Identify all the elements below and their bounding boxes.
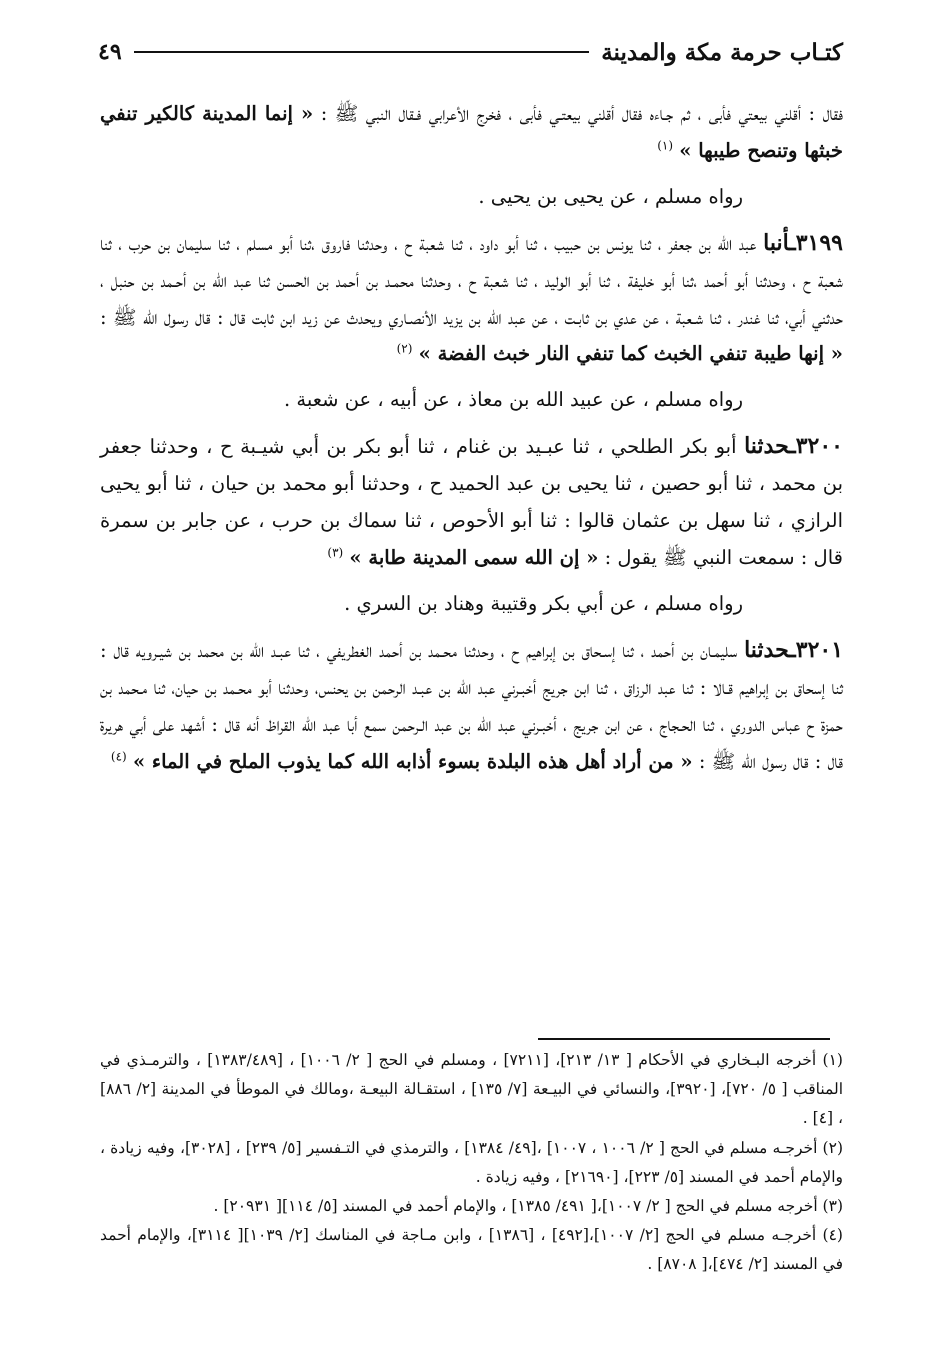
isnad-text: عبد الله بن جعفر ، ثنا يونس بن حبيب ، ثنا أبو داود ، ثنا شعبة ح ، وحدثنا فاروق ،ثنا أبو مسلم ، ثنا سليمان بن حرب ، ثنا شعبة ح ، وحدثنا أبو أحمد ،ثنا أبو خليفة ، ثنا أبو الوليد ، ثنا شعبة ح ، وحدثنا محمـد بن أحمد بن الحسن ثنا عبد الله بن أحـمد بن حنبل ، حدثني أبي، ثنا غندر ، ثنا شـعبة ، عن عدي بن ثابـت ، عن عبد الله بن يزيد الأنصـاري ويحدث عن زيد ابن ثابت قال : قال رسول الله ﷺ : — [100, 231, 843, 329]
footnotes — [100, 1046, 843, 1280]
header-title: كتـاب حرمة مكة والمدينة — [601, 38, 843, 66]
narration-note: رواه مسلم ، عن عبيد الله بن معاذ ، عن أبيه ، عن شعبة . — [284, 388, 743, 412]
paragraph-continued — [100, 96, 843, 170]
hadith-entry-3200 — [100, 428, 843, 577]
running-header — [98, 30, 843, 74]
footnote-ref: (٤) — [110, 749, 127, 763]
header-rule — [134, 51, 590, 53]
hadith-keyword: حدثنا — [744, 433, 790, 460]
hadith-text: « إنها طيبة تنفي الخبث كما تنفي النار خبث الفضة » — [418, 342, 843, 366]
footnote-4: (٤) أخرجـه مسلم في الحج [٢/ ١٠٠٧]،[٤٩٢] ، [١٣٨٦] ، وابن مـاجة في المناسك [٢/ ١٠٣٩][ ٣١١٤]، والإمام أحمد في المسند [٢/ ٤٧٤]،[ ٨٧٠٨] . — [100, 1226, 843, 1274]
footnote-2: (٢) أخرجـه مسلم في الحج [ ٢/ ١٠٠٦ ، ١٠٠٧] ،[٤٩/ ١٣٨٤] ، والترمذي في التـفسير [٥/ ٢٣٩] ، [٣٠٢٨]، وفيه زيادة ، والإمام أحمد في المسند [٥/ ٢٢٣]، [٢١٦٩٠] ، وفيه زيادة . — [100, 1138, 843, 1186]
hadith-text: « إن الله سمى المدينة طابة » — [349, 545, 599, 569]
main-text — [100, 96, 843, 780]
footnote-ref: (٣) — [327, 545, 344, 560]
footnote-3: (٣) أخرجه مسلم في الحج [ ٢/ ١٠٠٧]،[ ٤٩١/ ١٣٨٥] ، والإمام أحمد في المسند [٥/ ١١٤][ ٢٠٩٣١] . — [213, 1197, 843, 1216]
paragraph-text: فقال : أقلني بيعتي فأبى ، ثم جـاءه فقال أقلني بيعتـي فأبى ، فخرج الأعرابي فـقال النبي ﷺ : — [320, 102, 844, 125]
hadith-text: « إنما المدينة كالكير تنفي خبثها وتنصح طيبها » — [100, 102, 843, 162]
footnote-1: (١) أخرجه البـخاري في الأحكام [ ١٣/ ٢١٣]، [٧٢١١] ، ومسلم في الحج [ ٢/ ١٠٠٦] ، [١٣٨٣/٤٨٩] ، والترمـذي في المناقب [ ٥/ ٧٢٠]، [٣٩٢٠]، والنسائي في البيـعة [٧/ ١٣٥] ، استقـالة البيعـة ،ومالك في الموطأ في المدينة [٢/ ٨٨٦] ، [٤] . — [100, 1051, 844, 1128]
hadith-number: ٣١٩٩ـ — [789, 229, 843, 256]
hadith-entry-3199 — [100, 225, 843, 374]
hadith-text: « من أراد أهل هذه البلدة بسوء أذابه الله كما يذوب الملح في الماء » — [132, 749, 693, 773]
footnote-ref: (٢) — [396, 341, 413, 356]
hadith-entry-3201 — [100, 632, 843, 781]
hadith-keyword: أنبا — [763, 229, 790, 256]
narration-note: رواه مسلم ، عن أبي بكر وقتيبة وهناد بن السري . — [344, 591, 743, 615]
hadith-number: ٣٢٠٠ـ — [789, 433, 843, 460]
hadith-number: ٣٢٠١ـ — [789, 636, 844, 663]
isnad-text: أبو بكر الطلحي ، ثنا عبـيد بن غنام ، ثنا أبو بكر بن أبي شيـبة ح ، وحدثنا جعفر بن محمد ، ثنا أبو حصين ، ثنا يحيى بن عبد الحميد ح ، وحدثنا أبو محمد بن حيان ، ثنا أبو يحيى الرازي ، ثنا سهل بن عثمان قالوا : ثنا أبو الأحوص ، ثنا سماك بن حرب ، عن جابر بن سمرة قال : سمعت النبي ﷺ يقول : — [100, 435, 843, 569]
footnote-separator — [538, 1038, 830, 1040]
narration-note: رواه مسلم ، عن يحيى بن يحيى . — [478, 184, 743, 208]
isnad-text: سليمـان بن أحمد ، ثنا إسـحاق بن إبراهيم ح ، وحدثنا محـمد بن أحمد الغطريفي ، ثنا عبـد الله بن محمد بن شيـرويه قال : ثنا إسحاق بن إبراهيم قـالا : ثنا عبد الرزاق ، ثنا ابن جريج أخبـرني عبد الله بن عبـد الرحمن بن يحنس، وحدثنا أبو محـمد بن حيان، ثنا مـحمد بن حمزة ح عباس الدوري ، ثنا الحـجاج ، عن ابن جريج ، أخبـرني عبد الله بن عبد الـرحمن سمع أبا عبد الله القراظ أنه قال : أشهد على أبي هريرة قال : قال رسول الله ﷺ : — [100, 638, 843, 773]
footnote-ref: (١) — [657, 138, 674, 153]
page-number: ٤٩ — [98, 39, 122, 65]
hadith-keyword: حدثنا — [744, 636, 790, 663]
